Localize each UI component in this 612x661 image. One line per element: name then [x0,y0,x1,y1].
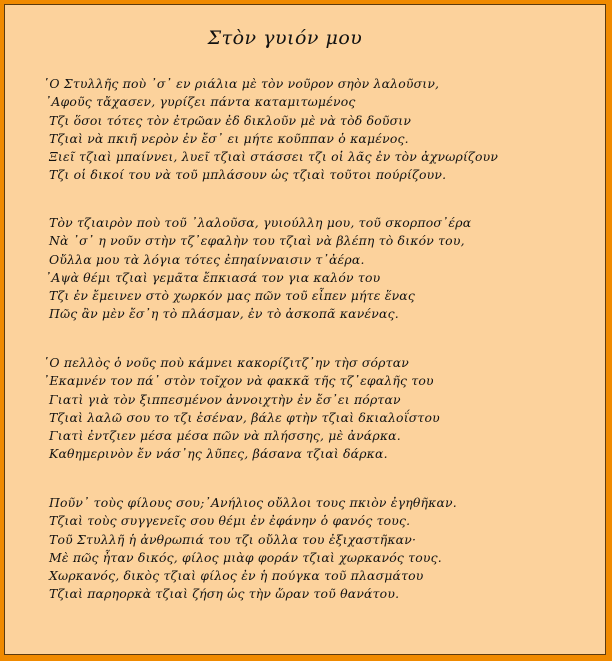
poem-page [4,4,606,655]
poem-line: Τοῦ Στυλλῆ ἡ ἀνθρωπιά του τζι οὔλλα του ἐξιχαστῆκαν· [49,531,417,547]
poem-line: Τζι ὅσοι τότες τὸν ἐτρῶαν ἐδ δικλοῦν μὲ νὰ τὸδ δοῦσιν [49,112,412,128]
poem-line: ᾿Αψὰ θέμι τζιαὶ γεμᾶτα ἔπκιασά τον για καλόν του [45,269,381,285]
poem-line: Τζιαὶ λαλῶ σου το τζι ἐσέναν, βάλε φτὴν τζιαὶ δκιαλοΐστου [49,409,440,425]
stanza-3 [43,354,585,464]
poem-line: Νὰ ᾿σ᾿ η νοῦν στὴν τζ᾿εφαλὴν του τζιαὶ νὰ βλέπη τὸ δικόν του, [49,233,465,249]
poem-line: Ποῦν᾿ τοὺς φίλους σου;᾿Ανήλιος οὔλλοι τους πκιὸν ἐγηθῆκαν. [49,495,457,510]
poem-line: Καθημερινὸν ἔν νάσ᾿ης λῦπες, βάσανα τζιαὶ δάρκα. [49,446,388,462]
stanza-1 [43,75,585,185]
poem-line: Μὲ πῶς ἦταν δικός, φίλος μιὰφ φοράν τζιαὶ χωρκανός τους. [49,549,442,565]
poem-line: Γιατὶ γιὰ τὸν ξιππεσμένον ἀννοιχτὴν ἐν ἔσ᾿ει πόρταν [49,391,401,407]
poem-line: Ξιεῖ τζιαὶ μπαίννει, λυεῖ τζιαὶ στάσσει τζι οἱ λᾶς ἐν τὸν ἀχνωρίζουν [49,149,499,165]
poem-line: ῾Ο Στυλλῆς ποὺ ᾿σ᾿ εν ριάλια μὲ τὸν νοῦρον σηὸν λαλοῦσιν, [43,76,440,91]
poem-line: Τζιαὶ παρηορκὰ τζιαὶ ζήση ὡς τὴν ὥραν τοῦ θανάτου. [49,586,400,602]
poem-line: Τζιαὶ τοὺς συγγενεῖς σου θέμι ἐν ἐφάνην ὁ φανός τους. [49,513,411,529]
poem-line: ᾿Αφοῦς τἄχασεν, γυρίζει πάντα καταμιτωμένος [45,94,356,110]
poem-line: Τζιαὶ νὰ πκιῆ νερὸν ἐν ἔσ᾿ ει μήτε κοῦππαν ὁ καμένος. [49,130,409,146]
poem-line: Πῶς ἂν μὲν ἔσ᾿η τὸ πλάσμαν, ἐν τὸ ἀσκοπᾶ κανένας. [49,306,399,322]
poem-line: Γιατὶ ἐντζιεν μέσα μέσα πῶν νὰ πλήσσης, μὲ ἀνάρκα. [49,428,401,444]
stanza-4 [43,494,585,604]
poem-line: ῾Ο πελλὸς ὁ νοῦς ποὺ κάμνει κακορίζιτζ᾿ην τὴσ σόρταν [43,355,410,370]
poem-line: ᾿Εκαμνέν τον πά᾿ στὸν τοῖχον νὰ φακκᾶ τῆς τζ᾿εφαλῆς του [43,373,434,389]
poem-line: Τζι ἐν ἔμεινεν στὸ χωρκόν μας πῶν τοῦ εἶπεν μήτε ἕνας [49,288,416,304]
poem-line: Τζι οἱ δικοί του νὰ τοῦ μπλάσουν ὡς τζιαὶ τοῦτοι πούρίζουν. [49,167,447,183]
poem-line: Οὔλλα μου τὰ λόγια τότες ἐπηαίνναισιν τ᾿ἀέρα. [49,251,365,267]
poem-line: Χωρκανός, δικὸς τζιαὶ φίλος ἐν ἡ πούγκα τοῦ πλασμάτου [49,568,424,584]
poem-title: Στὸν γυιόν μου [207,27,363,49]
poem-line: Τὸν τζιαιρὸν ποὺ τοῦ ᾿λαλοῦσα, γυιούλλη μου, τοῦ σκορποσ᾿έρα [49,215,472,230]
stanza-2 [43,214,585,324]
